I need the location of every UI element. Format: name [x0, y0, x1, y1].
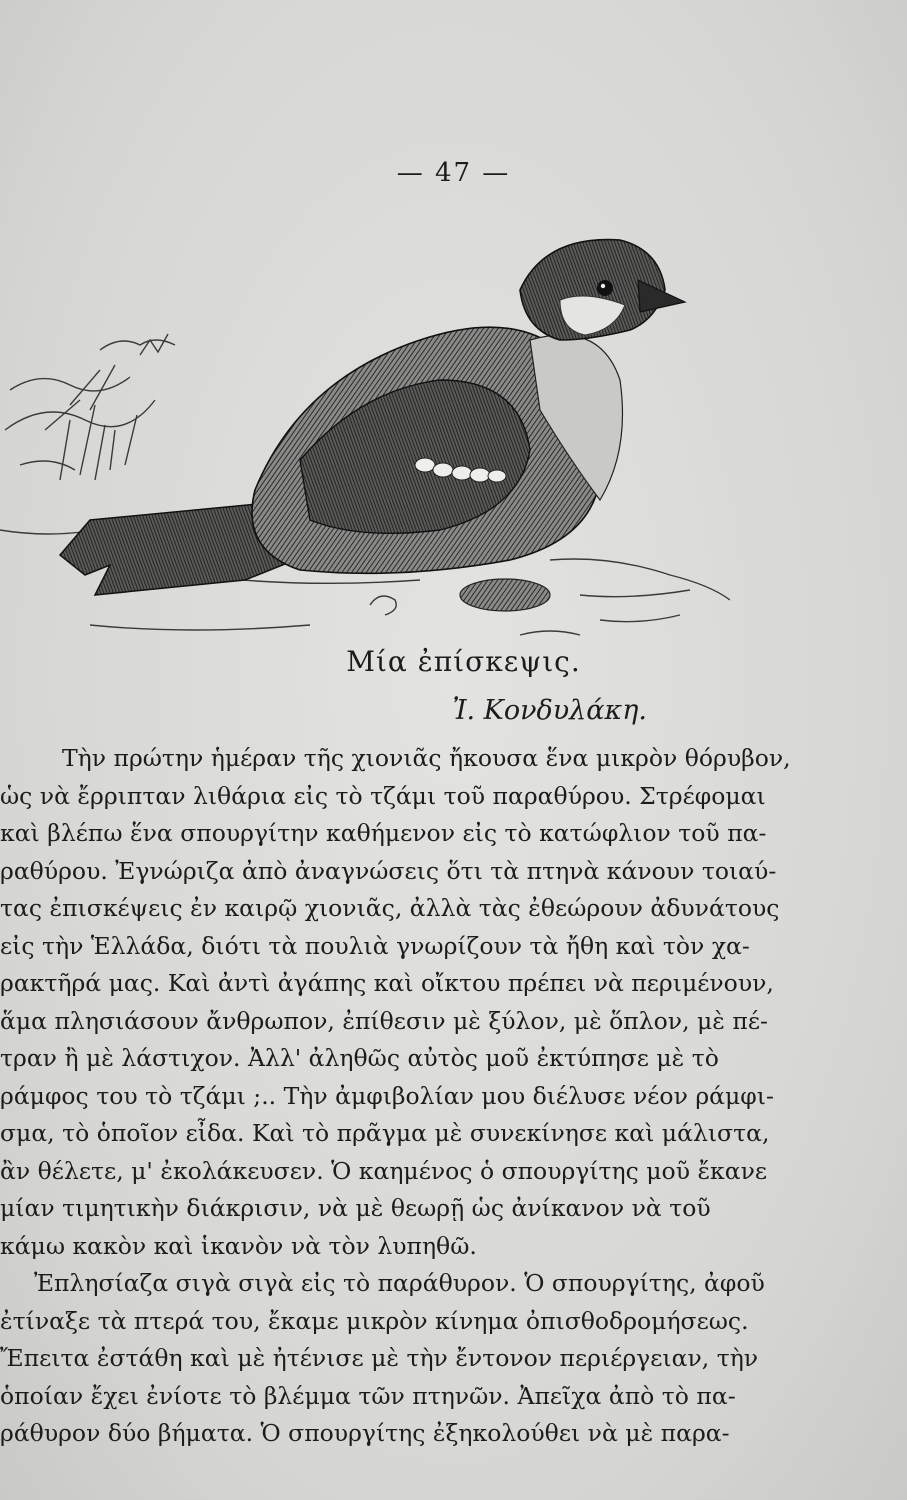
- text-line: ὡς νὰ ἔρριπταν λιθάρια εἰς τὸ τζάμι τοῦ παραθύρου. Στρέφομαι: [0, 781, 766, 810]
- text-line: τραν ἢ μὲ λάστιχον. Ἀλλ' ἀληθῶς αὐτὸς μοῦ ἐκτύπησε μὲ τὸ: [0, 1044, 719, 1072]
- illustration-caption: Μία ἐπίσκεψις.: [346, 645, 581, 678]
- text-line: Τὴν πρώτην ἡμέραν τῆς χιονιᾶς ἤκουσα ἕνα μικρὸν θόρυβον,: [62, 744, 791, 772]
- text-line: καὶ βλέπω ἕνα σπουργίτην καθήμενον εἰς τὸ κατώφλιον τοῦ πα-: [0, 819, 767, 847]
- text-line: ἅμα πλησιάσουν ἄνθρωπον, ἐπίθεσιν μὲ ξύλον, μὲ ὅπλον, μὲ πέ-: [0, 1006, 768, 1035]
- text-line: ραθύρου. Ἐγνώριζα ἀπὸ ἀναγνώσεις ὅτι τὰ πτηνὰ κάνουν τοιαύ-: [0, 856, 777, 885]
- text-line: κάμω κακὸν καὶ ἱκανὸν νὰ τὸν λυπηθῶ.: [0, 1231, 477, 1260]
- text-line: ἐτίναξε τὰ πτερά του, ἔκαμε μικρὸν κίνημα ὀπισθοδρομήσεως.: [0, 1306, 749, 1335]
- sparrow-illustration: [0, 230, 730, 650]
- text-line: σμα, τὸ ὁποῖον εἶδα. Καὶ τὸ πρᾶγμα μὲ συνεκίνησε καὶ μάλιστα,: [0, 1119, 770, 1147]
- sparrow-eye: [597, 280, 613, 296]
- stone-shape: [460, 579, 550, 611]
- text-line: Ἐπλησίαζα σιγὰ σιγὰ εἰς τὸ παράθυρον. Ὁ σπουργίτης, ἀφοῦ: [34, 1269, 765, 1297]
- body-text: [0, 740, 791, 1453]
- text-line: ὁποίαν ἔχει ἐνίοτε τὸ βλέμμα τῶν πτηνῶν. Ἀπεῖχα ἀπὸ τὸ πα-: [0, 1381, 736, 1410]
- page-number: — 47 —: [396, 158, 511, 188]
- text-line: Ἔπειτα ἐστάθη καὶ μὲ ἠτένισε μὲ τὴν ἔντονον περιέργειαν, τὴν: [0, 1344, 759, 1372]
- text-line: ράθυρον δύο βήματα. Ὁ σπουργίτης ἐξηκολούθει νὰ μὲ παρα-: [0, 1419, 730, 1447]
- text-line: τας ἐπισκέψεις ἐν καιρῷ χιονιᾶς, ἀλλὰ τὰς ἐθεώρουν ἀδυνάτους: [0, 894, 780, 922]
- text-line: ρακτῆρά μας. Καὶ ἀντὶ ἀγάπης καὶ οἴκτου πρέπει νὰ περιμένουν,: [0, 969, 774, 997]
- text-line: ἂν θέλετε, μ' ἐκολάκευσεν. Ὁ καημένος ὁ σπουργίτης μοῦ ἔκανε: [0, 1156, 768, 1185]
- text-line: ράμφος του τὸ τζάμι ;.. Τὴν ἀμφιβολίαν μου διέλυσε νέον ράμφι-: [0, 1081, 774, 1110]
- text-line: εἰς τὴν Ἑλλάδα, διότι τὰ πουλιὰ γνωρίζουν τὰ ἤθη καὶ τὸν χα-: [0, 931, 750, 960]
- author-name: Ἰ. Κονδυλάκη.: [452, 695, 647, 726]
- text-line: μίαν τιμητικὴν διάκρισιν, νὰ μὲ θεωρῇ ὡς ἀνίκανον νὰ τοῦ: [0, 1194, 711, 1222]
